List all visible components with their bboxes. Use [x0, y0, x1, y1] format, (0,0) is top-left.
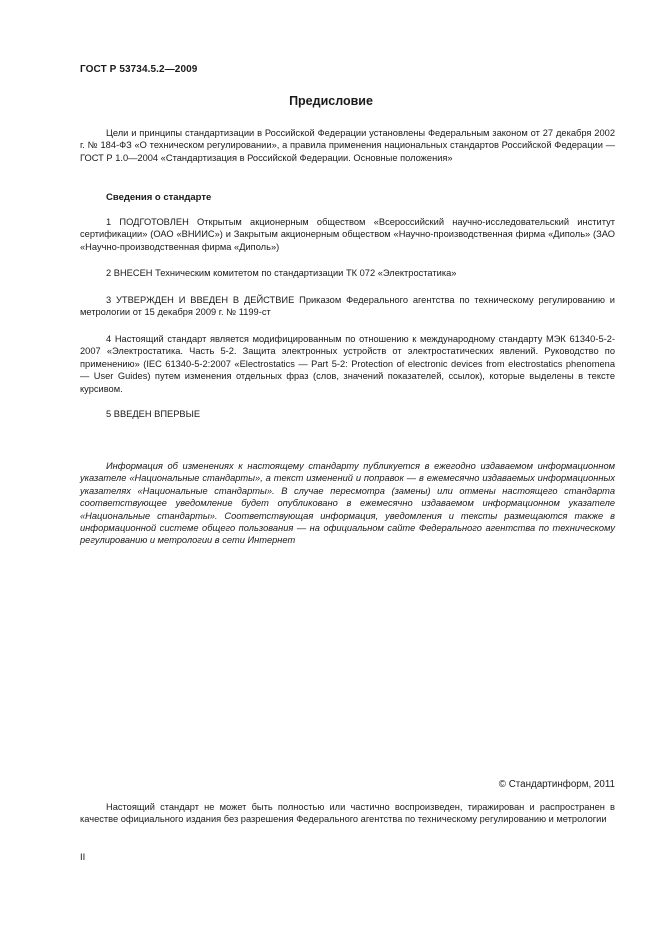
item-3: 3 УТВЕРЖДЕН И ВВЕДЕН В ДЕЙСТВИЕ Приказом Федерального агентства по техническому регулированию и метрологии от 15 декабря 2009 г. № 1199-ст — [80, 295, 615, 318]
copyright: © Стандартинформ, 2011 — [498, 779, 615, 790]
page-title: Предисловие — [289, 94, 373, 108]
changes-notice: Информация об изменениях к настоящему стандарту публикуется в ежегодно издаваемом информационном указателе «Национальные стандарты», а текст изменений и поправок — в ежемесячно издаваемых информационных указателях «Национальные стандарты». В случае пересмотра (замены) или отмены настоящего стандарта соответствующее уведомление будет опубликовано в ежемесячно издаваемом информационном указателе «Национальные стандарты». Соответствующая информация, уведомления и тексты размещаются также в информационной системе общего пользования — на официальном сайте Федерального агентства по техническому регулированию и метрологии в сети Интернет — [80, 461, 615, 546]
item-4: 4 Настоящий стандарт является модифицированным по отношению к международному стандарту МЭК 61340-5-2-2007 «Электростатика. Часть 5-2. Защита электронных устройств от электростатических явлений. Руководство по применению» (IEC 61340-5-2:2007 «Electrostatics — Part 5-2: Protection of electronic devices from electrostatics phenomena — User Guides) путем изменения отдельных фраз (слов, значений показателей, ссылок), которые выделены в тексте курсивом. — [80, 334, 615, 394]
item-5: 5 ВВЕДЕН ВПЕРВЫЕ — [106, 409, 201, 419]
page-number: II — [80, 852, 86, 863]
intro-paragraph: Цели и принципы стандартизации в Российской Федерации установлены Федеральным законом от 27 декабря 2002 г. № 184-ФЗ «О техническом регулировании», а правила применения национальных стандартов Российской Федерации — ГОСТ Р 1.0—2004 «Стандартизация в Российской Федерации. Основные положения» — [80, 128, 615, 163]
reproduction-notice: Настоящий стандарт не может быть полностью или частично воспроизведен, тиражирован и распространен в качестве официального издания без разрешения Федерального агентства по техническому регулированию и метрологии — [80, 802, 615, 825]
item-2: 2 ВНЕСЕН Техническим комитетом по стандартизации ТК 072 «Электростатика» — [106, 268, 457, 278]
item-1: 1 ПОДГОТОВЛЕН Открытым акционерным обществом «Всероссийский научно-исследовательский институт сертификации» (ОАО «ВНИИС») и Закрытым акционерным обществом «Научно-производственная фирма «Диполь» (ЗАО «Научно-производственная фирма «Диполь») — [80, 217, 615, 252]
section-heading: Сведения о стандарте — [106, 192, 212, 203]
standard-code: ГОСТ Р 53734.5.2—2009 — [80, 64, 198, 75]
